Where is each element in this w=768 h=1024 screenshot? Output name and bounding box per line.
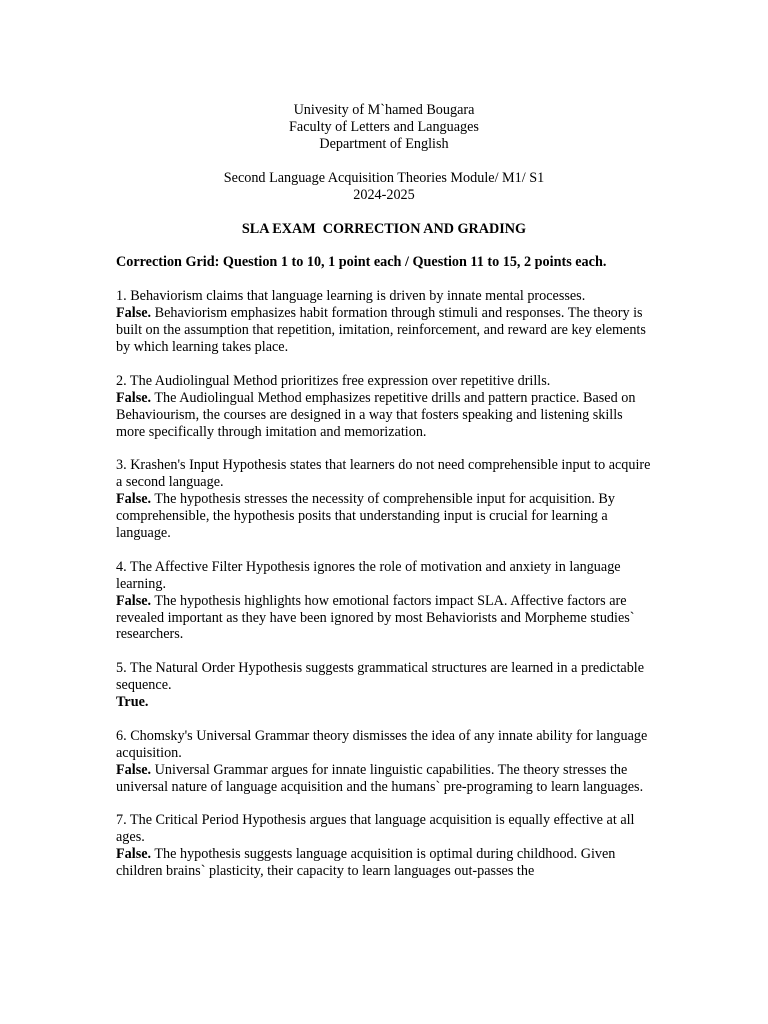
answer-verdict: True. <box>116 694 149 711</box>
question-statement: 1. Behaviorism claims that language learning is driven by innate mental processes. <box>116 288 586 305</box>
answer-explanation: Behaviorism emphasizes habit formation through stimuli and responses. The theory is built on the assumption that repetition, imitation, reinforcement, and reward are key elements by which learning takes place. <box>116 305 646 356</box>
academic-year: 2024-2025 <box>353 186 415 203</box>
question-answer <box>116 390 652 441</box>
module-name: Second Language Acquisition Theories Module/ M1/ S1 <box>223 169 545 186</box>
answer-verdict: False. <box>116 389 152 406</box>
question-answer <box>116 491 652 542</box>
answer-explanation: The Audiolingual Method emphasizes repetitive drills and pattern practice. Based on Behaviourism, the courses are designed in a way that fosters speaking and listening skills more specifically through imitation and memorization. <box>116 389 636 440</box>
question-statement: 5. The Natural Order Hypothesis suggests grammatical structures are learned in a predictable sequence. <box>116 660 645 694</box>
question-3 <box>116 457 652 542</box>
document-title: SLA EXAM CORRECTION AND GRADING <box>241 220 527 237</box>
question-statement: 6. Chomsky's Universal Grammar theory dismisses the idea of any innate ability for language acquisition. <box>116 727 648 761</box>
document-header <box>116 102 652 204</box>
question-answer <box>116 762 652 796</box>
answer-explanation: The hypothesis suggests language acquisition is optimal during childhood. Given children brains` plasticity, their capacity to learn languages out-passes the <box>116 846 616 880</box>
answer-verdict: False. <box>116 761 152 778</box>
question-statement: 3. Krashen's Input Hypothesis states that learners do not need comprehensible input to acquire a second language. <box>116 457 651 491</box>
document-page <box>116 102 652 897</box>
answer-verdict: False. <box>116 592 152 609</box>
question-5 <box>116 660 652 711</box>
answer-verdict: False. <box>116 491 152 508</box>
question-statement: 4. The Affective Filter Hypothesis ignores the role of motivation and anxiety in language learning. <box>116 558 621 592</box>
question-answer <box>116 694 652 711</box>
answer-explanation: The hypothesis highlights how emotional factors impact SLA. Affective factors are revealed important as they have been ignored by most Behaviorists and Morpheme studies` researchers. <box>116 592 635 643</box>
faculty-name: Faculty of Letters and Languages <box>289 118 479 135</box>
question-statement: 7. The Critical Period Hypothesis argues that language acquisition is equally effective at all ages. <box>116 812 635 846</box>
question-answer <box>116 593 652 644</box>
question-2 <box>116 373 652 441</box>
answer-verdict: False. <box>116 846 152 863</box>
question-7 <box>116 812 652 880</box>
question-6 <box>116 728 652 796</box>
question-answer <box>116 305 652 356</box>
department-name: Department of English <box>319 135 449 152</box>
question-statement: 2. The Audiolingual Method prioritizes free expression over repetitive drills. <box>116 372 551 389</box>
answer-verdict: False. <box>116 305 152 322</box>
correction-grid-note: Correction Grid: Question 1 to 10, 1 point each / Question 11 to 15, 2 points each. <box>116 254 607 271</box>
answer-explanation: Universal Grammar argues for innate linguistic capabilities. The theory stresses the universal nature of language acquisition and the humans` pre-programing to learn languages. <box>116 761 644 795</box>
answer-explanation: The hypothesis stresses the necessity of comprehensible input for acquisition. By comprehensible, the hypothesis posits that understanding input is crucial for learning a language. <box>116 491 615 541</box>
university-name: Univesity of M`hamed Bougara <box>293 102 475 118</box>
question-answer <box>116 846 652 880</box>
question-1 <box>116 288 652 356</box>
question-4 <box>116 559 652 644</box>
